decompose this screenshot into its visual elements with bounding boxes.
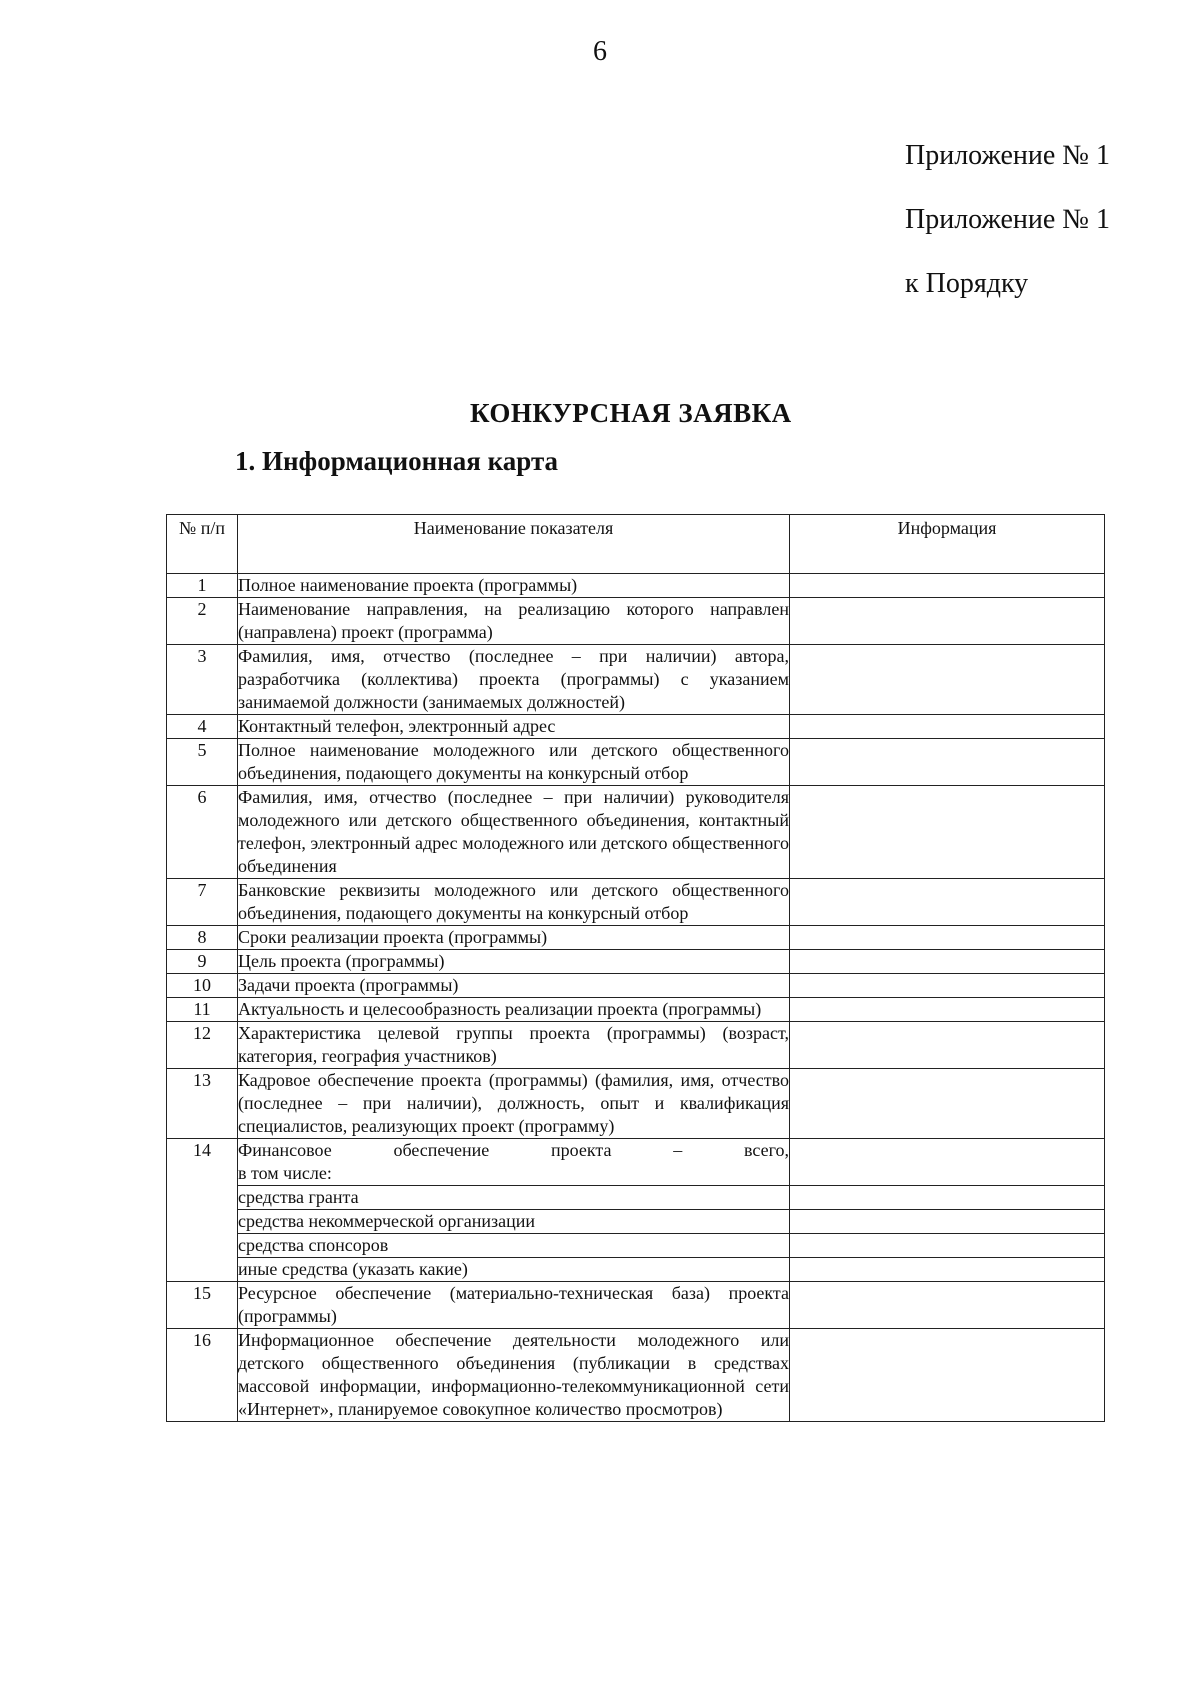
row-num: 1: [167, 574, 238, 598]
row-name: средства некоммерческой организации: [238, 1210, 790, 1234]
row-name: Наименование направления, на реализацию которого направлен (направлена) проект (программа): [238, 598, 790, 645]
table-row: [167, 786, 1105, 879]
table-row: [167, 715, 1105, 739]
table-row: [167, 1210, 1105, 1234]
table-row: [167, 1022, 1105, 1069]
table-row: [167, 926, 1105, 950]
table-row: [167, 598, 1105, 645]
row-info-cell[interactable]: [790, 1210, 1105, 1234]
row-name: [238, 1139, 790, 1186]
row-name: Цель проекта (программы): [238, 950, 790, 974]
table-row: [167, 739, 1105, 786]
information-card-table: [166, 514, 1105, 1422]
row-num: 14: [167, 1139, 238, 1282]
header-name: Наименование показателя: [238, 515, 790, 574]
row-num: 8: [167, 926, 238, 950]
row-num: 7: [167, 879, 238, 926]
row-name: Полное наименование проекта (программы): [238, 574, 790, 598]
row-name: Банковские реквизиты молодежного или детского общественного объединения, подающего документы на конкурсный отбор: [238, 879, 790, 926]
row-name: Полное наименование молодежного или детского общественного объединения, подающего документы на конкурсный отбор: [238, 739, 790, 786]
table-row: [167, 1329, 1105, 1422]
appendix-line-3: к Порядку: [905, 268, 1029, 299]
row-info-cell[interactable]: [790, 950, 1105, 974]
header-info: Информация: [790, 515, 1105, 574]
document-title: КОНКУРСНАЯ ЗАЯВКА: [470, 398, 792, 428]
row-info-cell[interactable]: [790, 786, 1105, 879]
table-row: [167, 1258, 1105, 1282]
table-row: [167, 950, 1105, 974]
table-row: [167, 1139, 1105, 1186]
row-num: 3: [167, 645, 238, 715]
row-name: Информационное обеспечение деятельности молодежного или детского общественного объединения (публикации в средствах массовой информации, информационно-телекоммуникационной сети «Интернет», планируемое совокупное количество просмотров): [238, 1329, 790, 1422]
table-row: [167, 974, 1105, 998]
row-info-cell[interactable]: [790, 1139, 1105, 1186]
row-info-cell[interactable]: [790, 1069, 1105, 1139]
row-info-cell[interactable]: [790, 645, 1105, 715]
row-info-cell[interactable]: [790, 1186, 1105, 1210]
section-title: 1. Информационная карта: [235, 446, 559, 476]
row-info-cell[interactable]: [790, 598, 1105, 645]
row-info-cell[interactable]: [790, 974, 1105, 998]
row-info-cell[interactable]: [790, 1329, 1105, 1422]
row-name: Характеристика целевой группы проекта (программы) (возраст, категория, география участников): [238, 1022, 790, 1069]
row-num: 15: [167, 1282, 238, 1329]
row-num: 4: [167, 715, 238, 739]
row-info-cell[interactable]: [790, 1258, 1105, 1282]
table-row: [167, 1234, 1105, 1258]
row-name: Кадровое обеспечение проекта (программы) (фамилия, имя, отчество (последнее – при наличии), должность, опыт и квалификация специалистов, реализующих проект (программу): [238, 1069, 790, 1139]
row-name: Сроки реализации проекта (программы): [238, 926, 790, 950]
row-name: иные средства (указать какие): [238, 1258, 790, 1282]
table-header-row: [167, 515, 1105, 574]
header-num: № п/п: [167, 515, 238, 574]
page-number: 6: [593, 36, 607, 67]
row-info-cell[interactable]: [790, 879, 1105, 926]
table-row: [167, 1282, 1105, 1329]
row-info-cell[interactable]: [790, 998, 1105, 1022]
table-row: [167, 998, 1105, 1022]
row-num: 11: [167, 998, 238, 1022]
row-name: Ресурсное обеспечение (материально-техническая база) проекта (программы): [238, 1282, 790, 1329]
row-info-cell[interactable]: [790, 574, 1105, 598]
row-num: 13: [167, 1069, 238, 1139]
appendix-line-1: Приложение № 1: [905, 140, 1110, 171]
table-row: [167, 645, 1105, 715]
row-name: Фамилия, имя, отчество (последнее – при наличии) автора, разработчика (коллектива) проекта (программы) с указанием занимаемой должности (занимаемых должностей): [238, 645, 790, 715]
row-name: Задачи проекта (программы): [238, 974, 790, 998]
row-num: 12: [167, 1022, 238, 1069]
table-row: [167, 1069, 1105, 1139]
row-info-cell[interactable]: [790, 1282, 1105, 1329]
table-row: [167, 879, 1105, 926]
row-num: 2: [167, 598, 238, 645]
row-num: 9: [167, 950, 238, 974]
row-name: Контактный телефон, электронный адрес: [238, 715, 790, 739]
row-name-line-2: в том числе:: [238, 1163, 332, 1183]
row-info-cell[interactable]: [790, 739, 1105, 786]
table-row: [167, 1186, 1105, 1210]
row-info-cell[interactable]: [790, 1234, 1105, 1258]
table-row: [167, 574, 1105, 598]
row-num: 10: [167, 974, 238, 998]
row-name: Актуальность и целесообразность реализации проекта (программы): [238, 998, 790, 1022]
row-name: Фамилия, имя, отчество (последнее – при наличии) руководителя молодежного или детского общественного объединения, контактный телефон, электронный адрес молодежного или детского общественного объединения: [238, 786, 790, 879]
row-info-cell[interactable]: [790, 715, 1105, 739]
row-name: средства гранта: [238, 1186, 790, 1210]
appendix-line-2: Приложение № 1: [905, 204, 1110, 235]
row-num: 6: [167, 786, 238, 879]
row-info-cell[interactable]: [790, 1022, 1105, 1069]
row-name: средства спонсоров: [238, 1234, 790, 1258]
row-name-line-1: Финансовое обеспечение проекта – всего,: [238, 1140, 789, 1160]
row-num: 16: [167, 1329, 238, 1422]
row-num: 5: [167, 739, 238, 786]
row-info-cell[interactable]: [790, 926, 1105, 950]
